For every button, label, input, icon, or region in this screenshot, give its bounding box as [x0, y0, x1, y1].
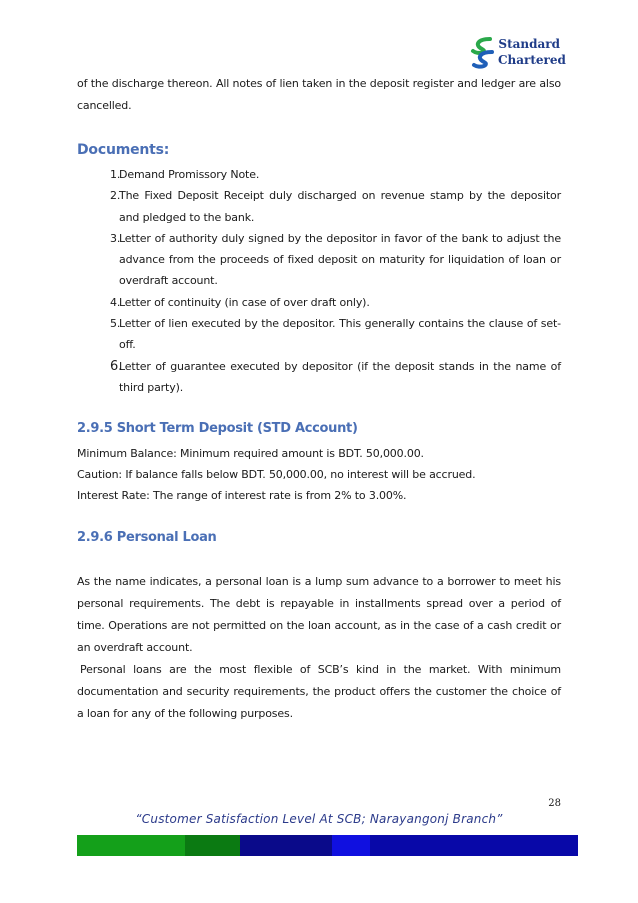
list-item: 6. Letter of guarantee executed by depositor (if the deposit stands in the name of third party). — [110, 358, 561, 394]
brand-name — [498, 36, 566, 68]
std-heading: 2.9.5 Short Term Deposit (STD Account) — [77, 421, 358, 437]
std-interest-rate: Interest Rate: The range of interest rate is from 2% to 3.00%. — [77, 489, 407, 503]
bar-segment-navy — [240, 835, 332, 856]
bar-segment-blue — [332, 835, 370, 856]
bar-segment-green-dark — [185, 835, 240, 856]
std-caution: Caution: If balance falls below BDT. 50,000.00, no interest will be accrued. — [77, 468, 476, 482]
personal-loan-paragraph-2: Personal loans are the most flexible of SCB’s kind in the market. With minimum documentation and security requirements, the product offers the customer the choice of a loan for any of the following purposes. — [77, 663, 561, 721]
documents-list — [77, 164, 561, 398]
brand-line-1: Standard — [498, 37, 560, 51]
standard-chartered-logo — [468, 36, 568, 74]
page-number: 28 — [548, 798, 561, 809]
footer-color-bar — [77, 835, 578, 856]
bar-segment-dark-blue — [370, 835, 578, 856]
list-item: 4. Letter of continuity (in case of over draft only). — [110, 295, 370, 309]
std-min-balance: Minimum Balance: Minimum required amount is BDT. 50,000.00. — [77, 447, 424, 461]
personal-loan-heading: 2.9.6 Personal Loan — [77, 530, 217, 546]
list-item: 2. The Fixed Deposit Receipt duly discharged on revenue stamp by the depositor and pledged to the bank. — [110, 189, 561, 224]
list-item: 3. Letter of authority duly signed by the depositor in favor of the bank to adjust the advance from the proceeds of fixed deposit on maturity for liquidation of loan or overdraft account. — [110, 231, 561, 288]
documents-heading: Documents: — [77, 142, 170, 158]
page-body — [77, 73, 561, 725]
brand-line-2: Chartered — [498, 53, 566, 67]
personal-loan-paragraph-1: As the name indicates, a personal loan is a lump sum advance to a borrower to meet his personal requirements. The debt is repayable in installments spread over a period of time. Operations are not permitted on the loan account, as in the case of a cash credit or an overdraft account. — [77, 575, 561, 655]
list-item: 5. Letter of lien executed by the depositor. This generally contains the clause of set-off. — [110, 317, 561, 352]
intro-paragraph: of the discharge thereon. All notes of lien taken in the deposit register and ledger are also cancelled. — [77, 77, 561, 112]
logo-mark-icon — [468, 36, 498, 74]
footer-quote: “Customer Satisfaction Level At SCB; Narayangonj Branch” — [135, 812, 503, 826]
bar-segment-green-light — [77, 835, 185, 856]
list-item: 1. Demand Promissory Note. — [110, 168, 260, 181]
